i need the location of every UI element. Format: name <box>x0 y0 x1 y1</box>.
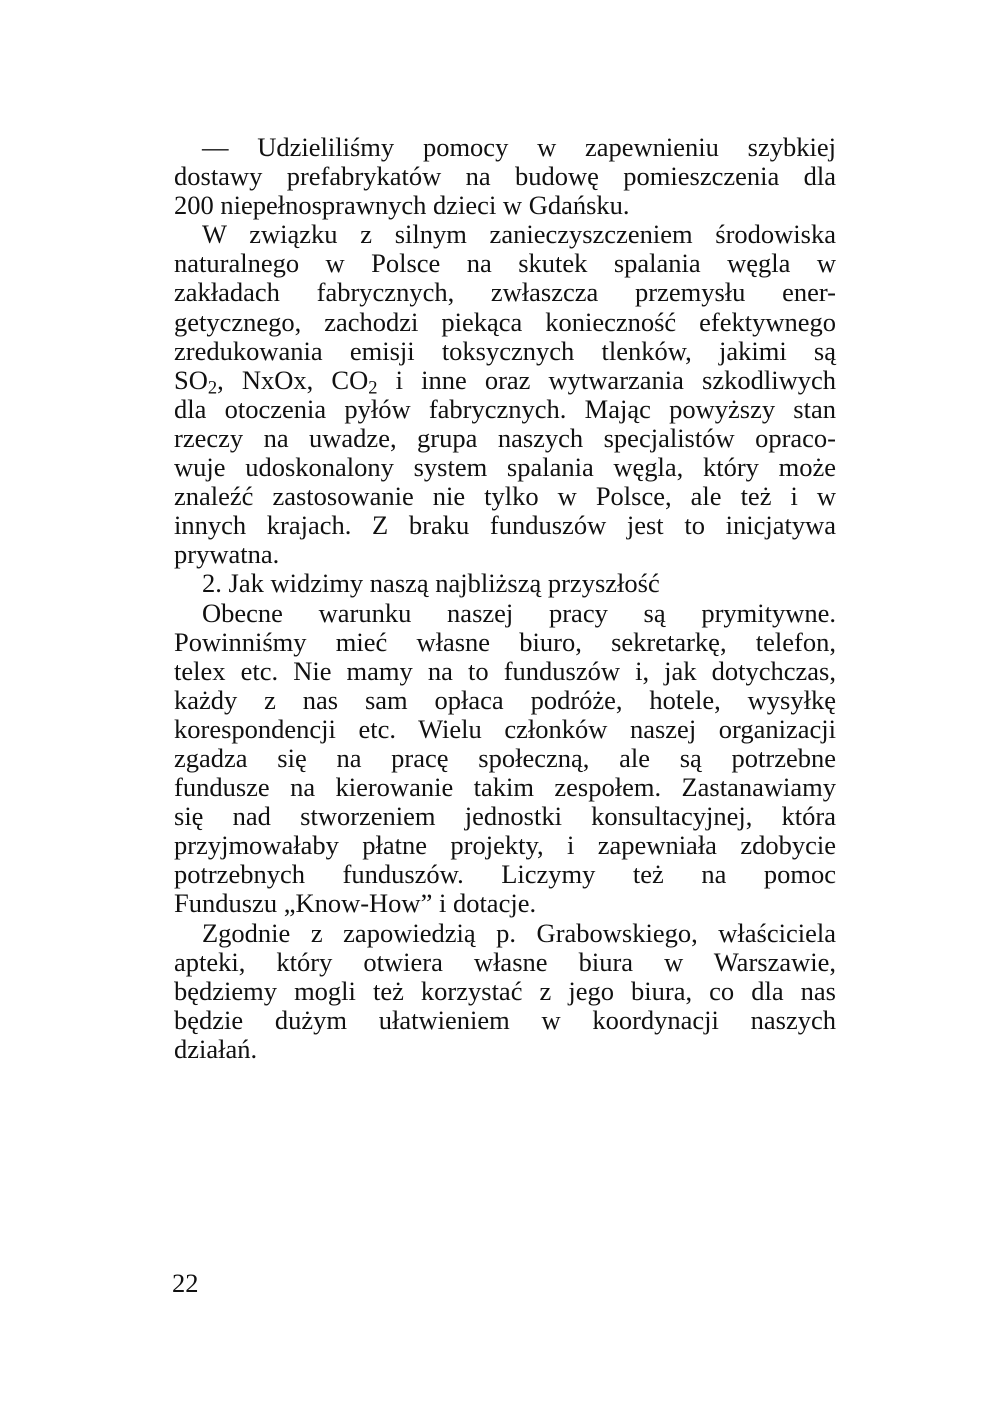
text-line-formula <box>174 364 836 399</box>
text-line: zredukowania emisji toksycznych tlenków, jakimi są <box>174 335 836 366</box>
page-number: 22 <box>172 1268 199 1298</box>
document-body <box>174 133 836 1064</box>
paragraph <box>174 599 836 919</box>
formula-rest: i inne oraz wytwarzania szkodliwych <box>377 364 836 395</box>
paragraph <box>174 133 836 220</box>
text-line: naturalnego w Polsce na skutek spalania węgla w <box>174 248 836 279</box>
text-line: przyjmowałaby płatne projekty, i zapewniała zdobycie <box>174 830 836 861</box>
text-line: zakładach fabrycznych, zwłaszcza przemysłu ener- <box>174 277 836 308</box>
text-line: wuje udoskonalony system spalania węgla, który może <box>174 452 836 483</box>
paragraph <box>174 919 836 1064</box>
text-line: 200 niepełnosprawnych dzieci w Gdańsku. <box>174 190 630 221</box>
text-line: Funduszu „Know-How” i dotacje. <box>174 888 537 919</box>
subscript: 2 <box>207 377 218 399</box>
text-line: będziemy mogli też korzystać z jego biura, co dla nas <box>174 975 836 1006</box>
text-line: korespondencji etc. Wielu członków naszej organizacji <box>174 713 836 744</box>
text-line: telex etc. Nie mamy na to funduszów i, jak dotychczas, <box>174 655 836 686</box>
text-line: rzeczy na uwadze, grupa naszych specjalistów opraco- <box>174 422 836 453</box>
text-line: Obecne warunku naszej pracy są prymitywne. <box>202 597 836 628</box>
text-line: znaleźć zastosowanie nie tylko w Polsce, ale też i w <box>174 481 836 512</box>
formula-mid: , NxOx, CO <box>217 364 369 395</box>
text-line: potrzebnych funduszów. Liczymy też na pomoc <box>174 859 836 890</box>
text-line: W związku z silnym zanieczyszczeniem środowiska <box>202 219 836 250</box>
text-line: — Udzieliliśmy pomocy w zapewnieniu szybkiej <box>202 132 836 162</box>
text-line: działań. <box>174 1033 258 1064</box>
text-line: Powinniśmy mieć własne biuro, sekretarkę, telefon, <box>174 626 836 657</box>
text-line: zgadza się na pracę społeczną, ale są potrzebne <box>174 742 836 773</box>
text-line: prywatna. <box>174 539 280 570</box>
text-line: dostawy prefabrykatów na budowę pomieszczenia dla <box>174 161 836 192</box>
text-line: innych krajach. Z braku funduszów jest to inicjatywa <box>174 510 836 541</box>
paragraph <box>174 220 836 569</box>
heading-text: 2. Jak widzimy naszą najbliższą przyszłość <box>202 568 660 599</box>
text-line: getycznego, zachodzi piekąca konieczność efektywnego <box>174 306 836 337</box>
subscript: 2 <box>368 377 378 399</box>
section-heading <box>174 569 836 598</box>
text-line: fundusze na kierowanie takim zespołem. Zastanawiamy <box>174 772 836 803</box>
formula-so: SO <box>174 364 208 395</box>
text-line: się nad stworzeniem jednostki konsultacyjnej, która <box>174 801 836 832</box>
text-line: apteki, który otwiera własne biura w Warszawie, <box>174 946 836 977</box>
text-line: będzie dużym ułatwieniem w koordynacji naszych <box>174 1004 836 1035</box>
text-line: dla otoczenia pyłów fabrycznych. Mając powyższy stan <box>174 393 836 424</box>
text-line: każdy z nas sam opłaca podróże, hotele, wysyłkę <box>174 684 836 715</box>
text-line: Zgodnie z zapowiedzią p. Grabowskiego, właściciela <box>202 917 836 948</box>
